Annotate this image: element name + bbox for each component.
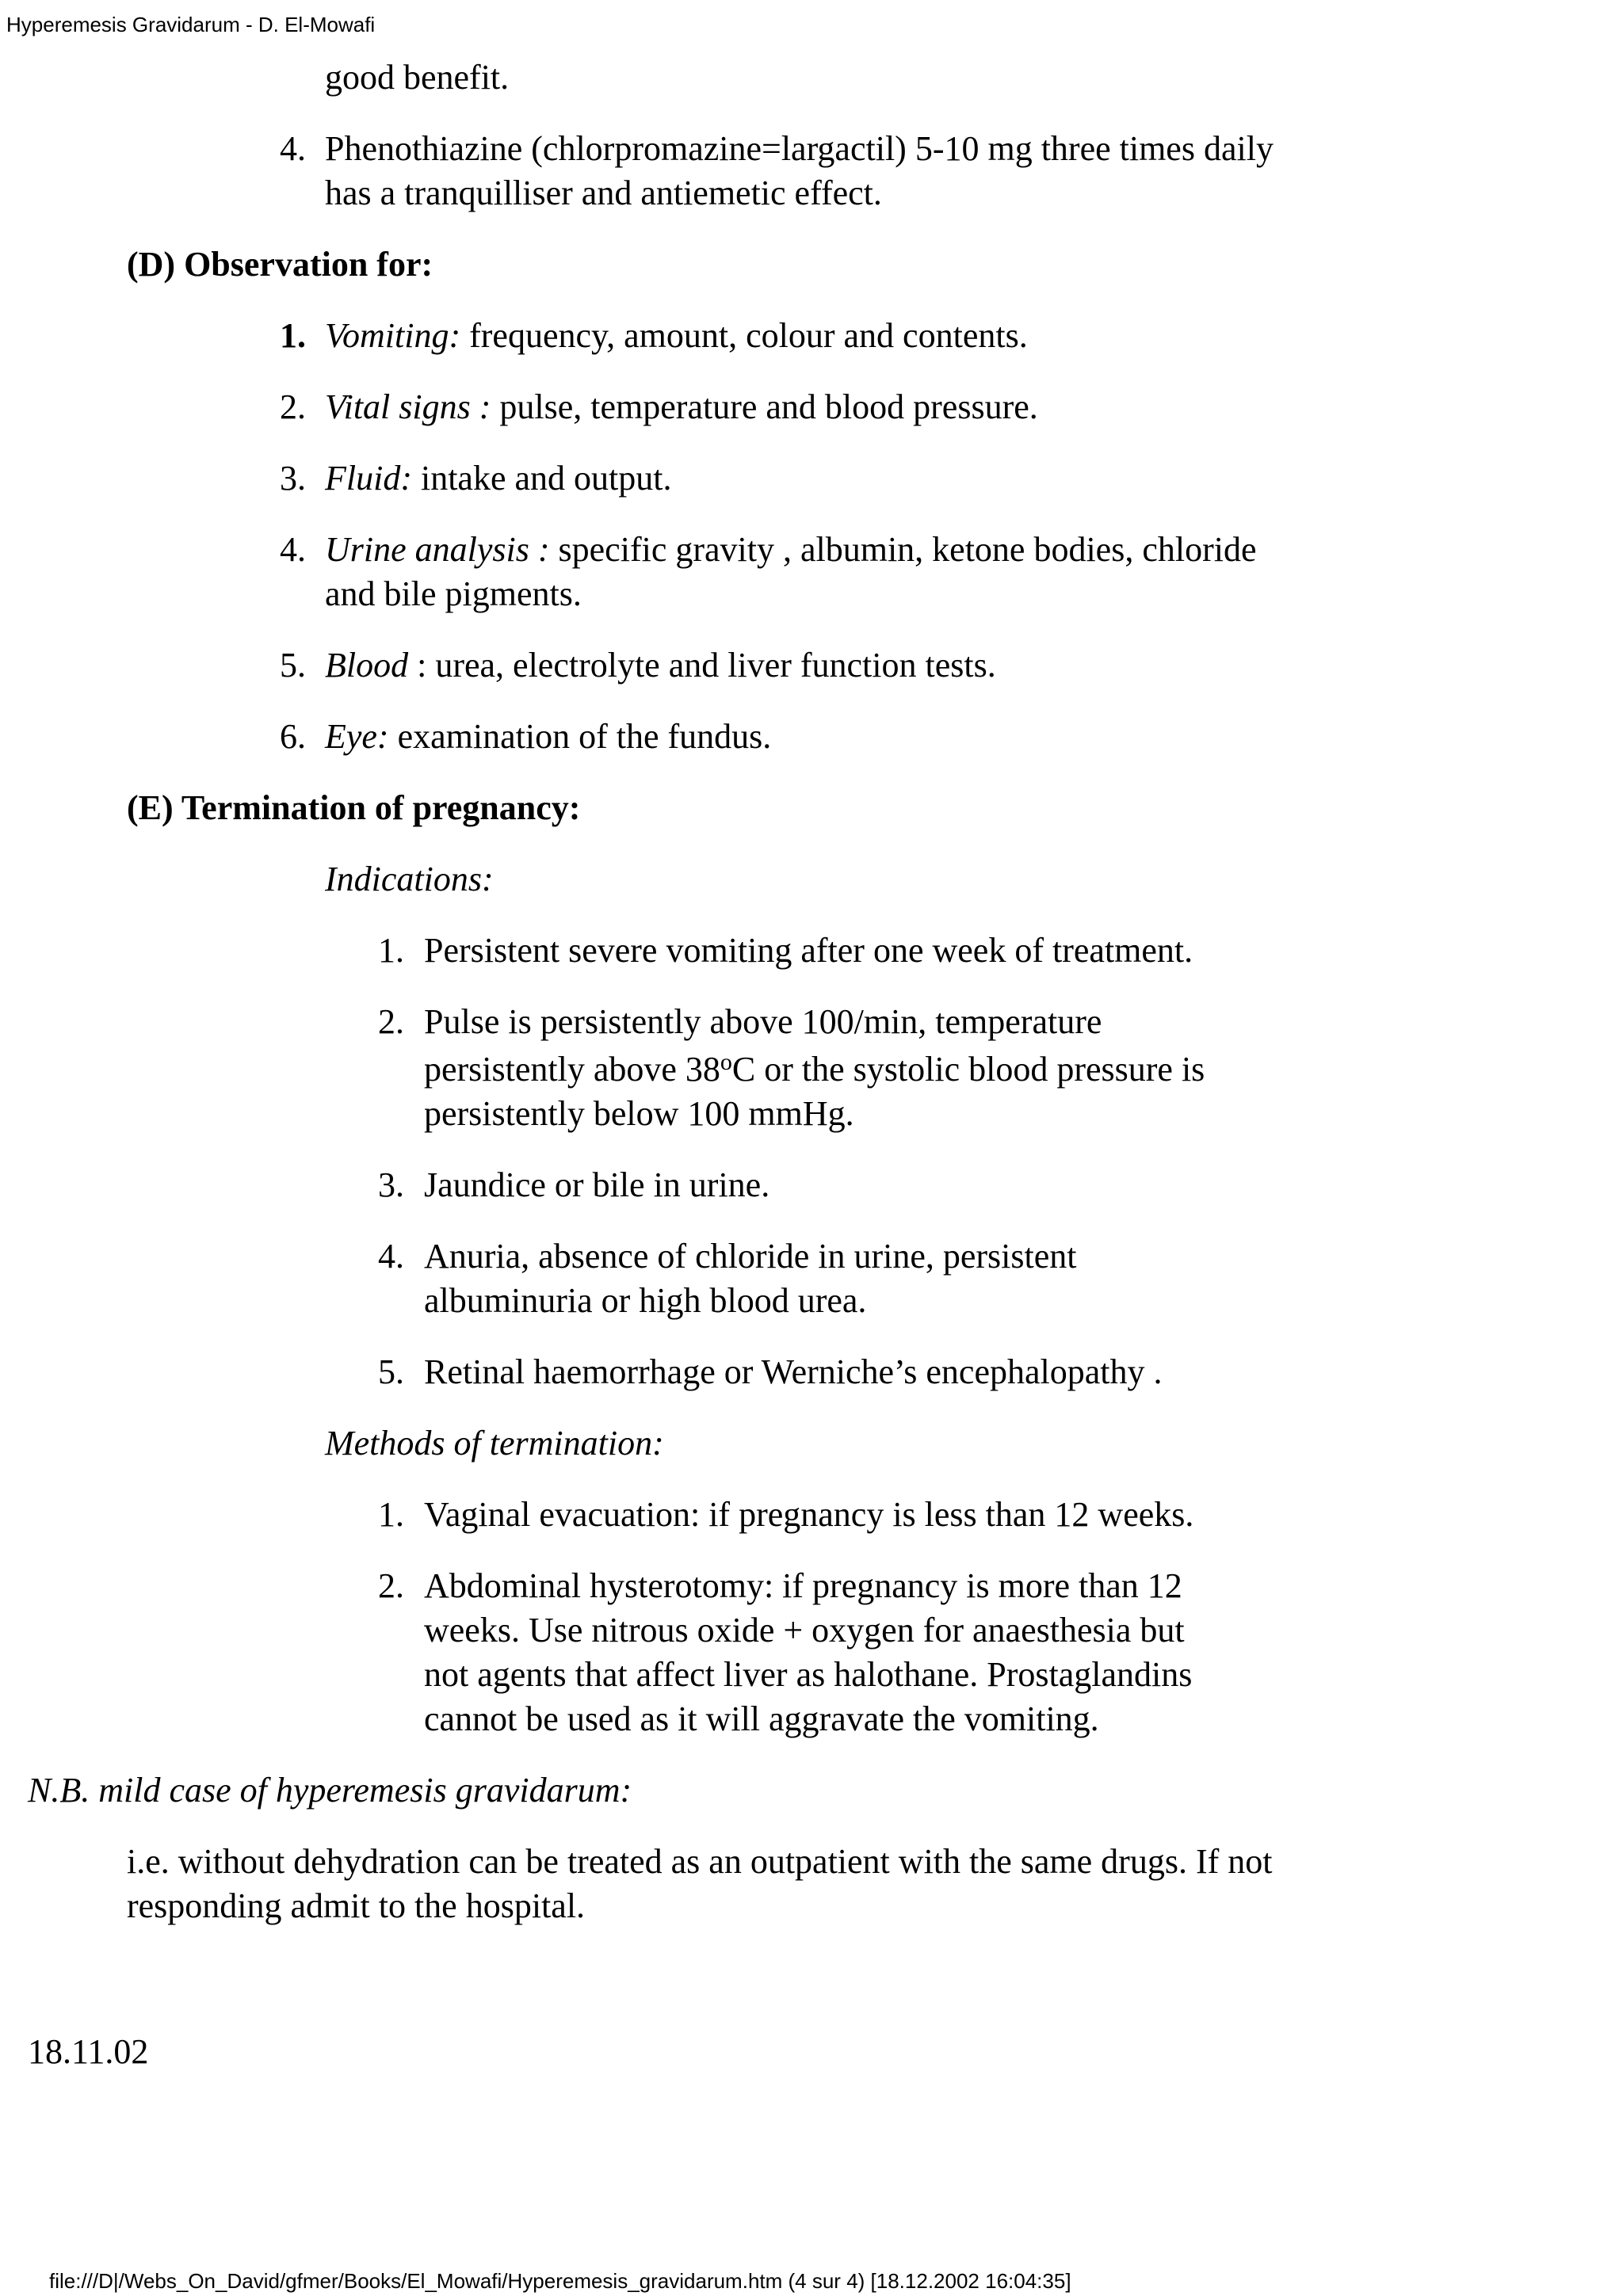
list-item-number: 6.: [280, 717, 306, 756]
list-item-text: Persistent severe vomiting after one week of treatment.: [424, 931, 1193, 970]
list-item-text: Phenothiazine (chlorpromazine=largactil) 5-10 mg three times daily: [325, 129, 1274, 168]
list-item: [325, 643, 996, 688]
list-item-text: [424, 1047, 1205, 1092]
page-header-title: Hyperemesis Gravidarum - D. El-Mowafi: [6, 13, 376, 36]
list-item-text: Abdominal hysterotomy: if pregnancy is more than 12: [424, 1566, 1182, 1605]
item-label: Vital signs :: [325, 387, 491, 426]
list-item: [325, 715, 771, 759]
list-item-number: 2.: [280, 387, 306, 426]
list-item-number: 2.: [378, 1002, 404, 1041]
date-text: 18.11.02: [28, 2032, 149, 2071]
list-item-text: and bile pigments.: [325, 574, 582, 613]
item-text: specific gravity , albumin, ketone bodies, chloride: [549, 530, 1257, 569]
item-label: Eye:: [325, 717, 389, 756]
page-footer-url: file:///D|/Webs_On_David/gfmer/Books/El_Mowafi/Hyperemesis_gravidarum.htm (4 sur 4) [18.12.2002 16:04:35]: [49, 2269, 1071, 2293]
list-item-number: 5.: [378, 1352, 404, 1391]
methods-label: Methods of termination:: [325, 1424, 664, 1463]
list-item-text: Jaundice or bile in urine.: [424, 1165, 770, 1204]
list-item: [325, 385, 1038, 429]
section-d-heading: (D) Observation for:: [127, 245, 433, 284]
list-item-text: cannot be used as it will aggravate the vomiting.: [424, 1699, 1099, 1738]
list-item: [325, 314, 1028, 358]
list-item-number: 1.: [280, 316, 306, 355]
list-item-number: 3.: [280, 459, 306, 498]
list-item-text: weeks. Use nitrous oxide + oxygen for anaesthesia but: [424, 1611, 1185, 1650]
list-item-text: not agents that affect liver as halothane. Prostaglandins: [424, 1655, 1193, 1694]
item-text: frequency, amount, colour and contents.: [460, 316, 1028, 355]
list-item-text: Pulse is persistently above 100/min, temperature: [424, 1002, 1102, 1041]
list-item-text: albuminuria or high blood urea.: [424, 1281, 867, 1320]
item-text: persistently above 38: [424, 1050, 720, 1089]
item-text: C or the systolic blood pressure is: [731, 1050, 1205, 1089]
item-label: Urine analysis :: [325, 530, 550, 569]
carry-over-text: good benefit.: [325, 58, 510, 97]
list-item-text: persistently below 100 mmHg.: [424, 1094, 854, 1133]
list-item-text: has a tranquilliser and antiemetic effect.: [325, 174, 882, 212]
list-item: [325, 456, 671, 501]
list-item-number: 4.: [378, 1237, 404, 1276]
item-text: pulse, temperature and blood pressure.: [491, 387, 1038, 426]
list-item-number: 1.: [378, 1495, 404, 1534]
list-item-text: Retinal haemorrhage or Werniche’s encephalopathy .: [424, 1352, 1163, 1391]
section-e-heading: (E) Termination of pregnancy:: [127, 788, 581, 827]
list-item: [325, 528, 1257, 572]
list-item-text: Anuria, absence of chloride in urine, persistent: [424, 1237, 1077, 1276]
list-item-number: 5.: [280, 646, 306, 685]
nb-text: i.e. without dehydration can be treated as an outpatient with the same drugs. If not: [127, 1842, 1273, 1881]
nb-text: responding admit to the hospital.: [127, 1886, 586, 1925]
degree-superscript: o: [720, 1049, 732, 1075]
list-item-number: 2.: [378, 1566, 404, 1605]
list-item-text: Vaginal evacuation: if pregnancy is less than 12 weeks.: [424, 1495, 1194, 1534]
indications-label: Indications:: [325, 860, 494, 898]
list-item-number: 1.: [378, 931, 404, 970]
item-text: : urea, electrolyte and liver function tests.: [408, 646, 996, 685]
item-label: Blood: [325, 646, 409, 685]
item-label: Vomiting:: [325, 316, 461, 355]
item-text: examination of the fundus.: [388, 717, 772, 756]
list-item-number: 3.: [378, 1165, 404, 1204]
item-text: intake and output.: [411, 459, 672, 498]
list-item-number: 4.: [280, 129, 306, 168]
nb-heading: N.B. mild case of hyperemesis gravidarum:: [28, 1771, 632, 1810]
item-label: Fluid:: [325, 459, 412, 498]
list-item-number: 4.: [280, 530, 306, 569]
